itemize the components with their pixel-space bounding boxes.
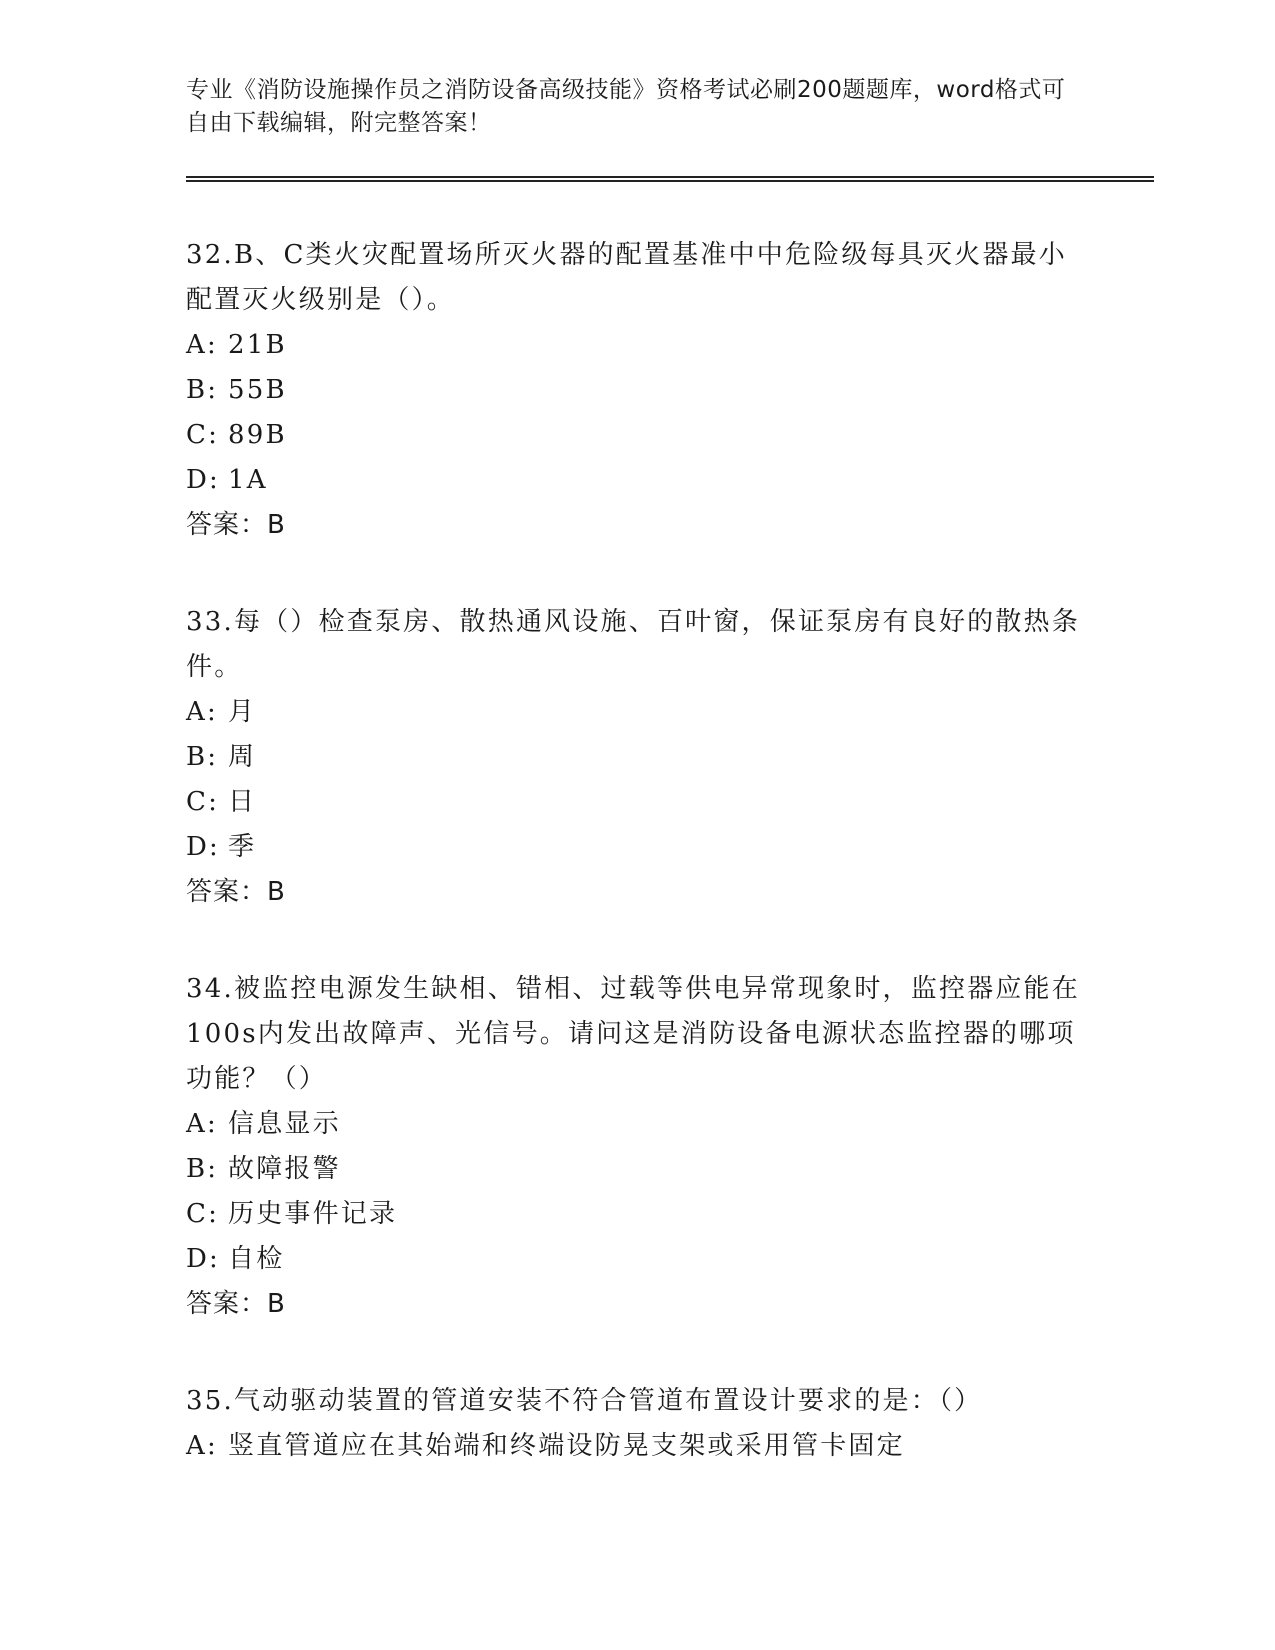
option-b xyxy=(186,1147,1086,1192)
option-key: D: xyxy=(186,1244,221,1274)
option-key: A: xyxy=(186,330,218,360)
option-key: D: xyxy=(186,465,221,495)
option-text: 历史事件记录 xyxy=(228,1199,398,1229)
option-text: 故障报警 xyxy=(228,1154,341,1184)
answer-line: 答案：B xyxy=(186,1289,286,1319)
question-item xyxy=(186,600,1086,915)
answer-line: 答案：B xyxy=(186,510,286,540)
option-text: 周 xyxy=(228,742,257,772)
question-item xyxy=(186,233,1086,548)
option-b xyxy=(186,368,1086,413)
option-key: A: xyxy=(186,1109,218,1139)
option-c xyxy=(186,413,1086,458)
option-key: C: xyxy=(186,787,220,817)
option-key: B: xyxy=(186,375,219,405)
option-key: B: xyxy=(186,1154,219,1184)
option-text: 季 xyxy=(228,832,257,862)
option-text: 竖直管道应在其始端和终端设防晃支架或采用管卡固定 xyxy=(228,1431,905,1461)
option-a xyxy=(186,1102,1086,1147)
question-item xyxy=(186,967,1086,1327)
header-double-rule xyxy=(186,176,1154,182)
document-intro: 专业《消防设施操作员之消防设备高级技能》资格考试必刷200题题库，word格式可自由下载编辑，附完整答案！ xyxy=(186,77,1066,136)
option-key: A: xyxy=(186,1431,218,1461)
question-stem: 33.每（）检查泵房、散热通风设施、百叶窗，保证泵房有良好的散热条件。 xyxy=(186,607,1080,682)
option-a xyxy=(186,1424,1086,1469)
option-a xyxy=(186,323,1086,368)
option-key: C: xyxy=(186,1199,220,1229)
option-c xyxy=(186,1192,1086,1237)
option-text: 21B xyxy=(228,330,287,360)
option-text: 日 xyxy=(228,787,257,817)
answer-line: 答案：B xyxy=(186,877,286,907)
option-d xyxy=(186,458,1086,503)
option-text: 月 xyxy=(228,697,257,727)
option-b xyxy=(186,735,1086,780)
option-d xyxy=(186,825,1086,870)
question-stem: 35.气动驱动装置的管道安装不符合管道布置设计要求的是：（） xyxy=(186,1386,983,1416)
option-key: A: xyxy=(186,697,218,727)
option-key: D: xyxy=(186,832,221,862)
option-key: B: xyxy=(186,742,219,772)
option-text: 55B xyxy=(228,375,287,405)
option-a xyxy=(186,690,1086,735)
option-c xyxy=(186,780,1086,825)
option-key: C: xyxy=(186,420,220,450)
option-text: 89B xyxy=(228,420,287,450)
option-text: 信息显示 xyxy=(228,1109,341,1139)
option-d xyxy=(186,1237,1086,1282)
question-list xyxy=(186,233,1086,1521)
question-stem: 32.B、C类火灾配置场所灭火器的配置基准中中危险级每具灭火器最小配置灭火级别是（）。 xyxy=(186,240,1067,315)
question-item xyxy=(186,1379,1086,1469)
option-text: 自检 xyxy=(228,1244,285,1274)
question-stem: 34.被监控电源发生缺相、错相、过载等供电异常现象时，监控器应能在100s内发出故障声、光信号。请问这是消防设备电源状态监控器的哪项功能？（） xyxy=(186,974,1080,1094)
option-text: 1A xyxy=(228,465,268,495)
